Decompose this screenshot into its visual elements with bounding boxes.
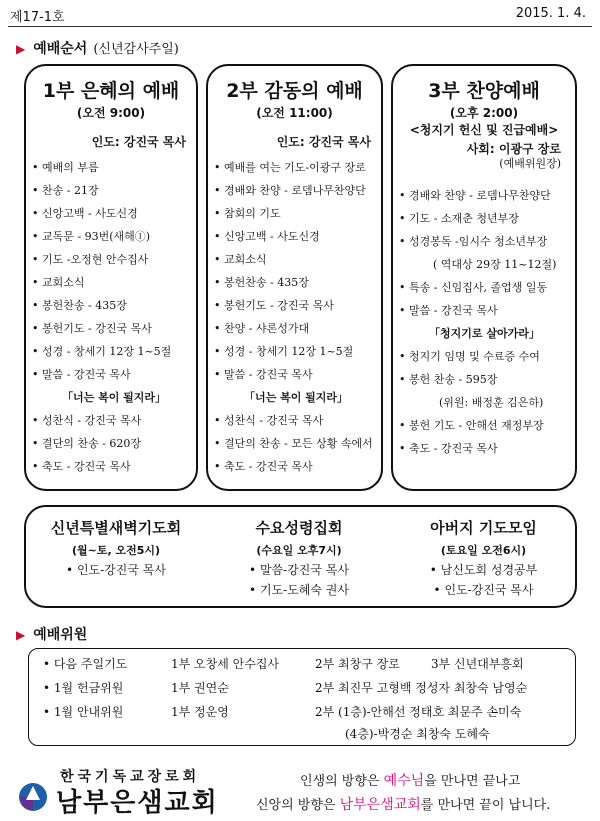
order-item: • 성경 - 창세기 12장 1~5절: [32, 340, 171, 363]
committee-box: [28, 648, 576, 746]
slogan-highlight: 예수님: [383, 773, 425, 789]
order-item: • 말씀 - 강진국 목사: [399, 299, 556, 322]
committee-service1: 1부 정운영: [171, 705, 229, 719]
meeting-detail-text: 남신도회 성경공부: [440, 563, 538, 577]
order-item: • 찬양 - 샤론성가대: [214, 317, 373, 340]
committee-service2: 2부 최진무 고형백 정성자 최창숙 남영순: [315, 681, 528, 695]
service-box-1: [24, 64, 198, 491]
sermon-title: 「너는 복이 될지라」: [244, 391, 349, 404]
service-title: 3부 찬양예배: [428, 80, 540, 102]
offering-committee-note: (위원: 배정훈 김은하): [439, 396, 544, 409]
order-item: • 성경 - 창세기 12장 1~5절: [214, 340, 373, 363]
bulletin-date: 2015. 1. 4.: [515, 6, 586, 21]
order-item: • 봉헌기도 - 강진국 목사: [32, 317, 171, 340]
committee-label: • 1월 헌금위원: [43, 681, 124, 695]
service-box-2: [206, 64, 383, 491]
order-item: • 결단의 찬송 - 모든 상황 속에서: [214, 432, 373, 455]
order-item: • 성찬식 - 강진국 목사: [214, 409, 373, 432]
issue-number: 제17-1호: [10, 10, 65, 25]
service-leader: 인도: 강진국 목사: [91, 135, 186, 149]
committee-label-text: 1월 안내위원: [53, 705, 124, 719]
meeting-detail: • 인도-강진국 목사: [433, 583, 534, 597]
meetings-box: [24, 505, 577, 608]
order-item: • 기도 - 소재춘 청년부장: [399, 207, 556, 230]
service-leader: 인도: 강진국 목사: [276, 135, 371, 149]
slogan-text: 을 만나면 끝나고: [424, 774, 521, 789]
order-item: • 축도 - 강진국 목사: [214, 455, 373, 478]
header-rule: [8, 26, 592, 27]
meeting-time: (토요일 오전6시): [440, 544, 527, 557]
church-logo-icon: [18, 782, 48, 812]
committee-service1: 1부 권연순: [171, 681, 229, 695]
order-item: • 참회의 기도: [214, 202, 373, 225]
service-title: 1부 은혜의 예배: [42, 80, 180, 102]
committee-label-text: 1월 헌금위원: [53, 681, 124, 695]
committee-service3: 3부 신년대부흥회: [431, 657, 524, 671]
meeting-detail: • 기도-도혜숙 권사: [249, 583, 349, 597]
order-item: • 말씀 - 강진국 목사: [32, 363, 171, 386]
sermon-title: 「너는 복이 될지라」: [62, 391, 167, 404]
order-item: • 신앙고백 - 사도신경: [214, 225, 373, 248]
order-item: • 기도 -오정현 안수집사: [32, 248, 171, 271]
meeting-detail: • 남신도회 성경공부: [429, 563, 538, 577]
order-item: • 찬송 - 21장: [32, 179, 171, 202]
meeting-detail: • 말씀-강진국 목사: [249, 563, 349, 577]
order-list: [32, 156, 171, 478]
committee-service1: 1부 오창세 안수집사: [171, 657, 280, 671]
meeting-time: (월~토, 오전5시): [71, 544, 161, 557]
committee-label: • 다음 주일기도: [43, 657, 128, 671]
sermon-title: 「청지기로 살아가라」: [429, 327, 540, 340]
meeting-detail-text: 기도-도혜숙 권사: [259, 583, 349, 597]
service-box-3: [391, 64, 577, 491]
order-item: • 청지기 임명 및 수료증 수여: [399, 345, 556, 368]
service-time: (오전 11:00): [256, 106, 333, 120]
meeting-time: (수요일 오후7시): [256, 544, 342, 557]
order-item: • 예배의 부름: [32, 156, 171, 179]
committee-service2: 2부 (1층)-안해선 정태호 최문주 손미숙: [315, 705, 522, 719]
slogan-highlight: 남부은샘교회: [339, 797, 421, 813]
meeting-detail: • 인도-강진국 목사: [66, 563, 166, 577]
leader-role-note: (예배위원장): [499, 157, 561, 170]
order-item: • 축도 - 강진국 목사: [32, 455, 171, 478]
order-item: • 경배와 찬양 - 로뎀나무찬양단: [214, 179, 373, 202]
meeting-detail-text: 인도-강진국 목사: [76, 563, 166, 577]
order-item: • 봉헌 기도 - 안해선 재정부장: [399, 414, 556, 437]
order-item: • 경배와 찬양 - 로뎀나무찬양단: [399, 184, 556, 207]
meeting-detail-text: 인도-강진국 목사: [444, 583, 534, 597]
denomination-name: 한국기독교장로회: [60, 769, 201, 785]
section-title-worship-order: [16, 38, 179, 58]
order-list: [214, 156, 373, 478]
section-title-text: 예배순서: [33, 41, 88, 57]
order-item: • 성찬식 - 강진국 목사: [32, 409, 171, 432]
meeting-dawn-prayer: [26, 517, 206, 578]
order-item: • 신앙고백 - 사도신경: [32, 202, 171, 225]
order-item: • 교회소식: [32, 271, 171, 294]
scripture-reference: ( 역대상 29장 11~12절): [433, 258, 557, 271]
slogan-text: 신앙의 방향은: [256, 798, 340, 813]
meeting-fathers-prayer: [392, 517, 575, 598]
triangle-bullet-icon: ▶: [16, 628, 26, 642]
triangle-bullet-icon: ▶: [16, 42, 26, 56]
order-item: • 교회소식: [214, 248, 373, 271]
slogan-text: 인생의 방향은: [300, 774, 384, 789]
slogan-text: 를 만나면 끝이 납니다.: [420, 798, 551, 813]
order-item: • 봉헌찬송 - 435장: [32, 294, 171, 317]
meeting-wednesday: [209, 517, 389, 598]
committee-label: • 1월 안내위원: [43, 705, 124, 719]
order-item: • 봉헌찬송 - 435장: [214, 271, 373, 294]
order-item: • 봉헌 찬송 - 595장: [399, 368, 556, 391]
church-name: 남부은샘교회: [56, 788, 219, 818]
slogan-line-2: [256, 794, 550, 814]
order-item: • 결단의 찬송 - 620장: [32, 432, 171, 455]
section-title-committee: [16, 624, 87, 644]
order-list: [399, 184, 556, 460]
slogan-line-1: [300, 770, 520, 790]
service-title: 2부 감동의 예배: [226, 80, 363, 102]
committee-service2: 2부 최창구 장로: [315, 657, 400, 671]
service-leader: 사회: 이광구 장로: [466, 142, 561, 156]
committee-label-text: 다음 주일기도: [53, 657, 128, 671]
order-item: • 예배를 여는 기도-이광구 장로: [214, 156, 373, 179]
order-item: • 축도 - 강진국 목사: [399, 437, 556, 460]
order-item: • 특송 - 신임집사, 졸업생 일동: [399, 276, 556, 299]
meeting-detail-text: 말씀-강진국 목사: [259, 563, 349, 577]
meeting-title: 신년특별새벽기도회: [50, 519, 182, 537]
section-subtitle: (신년감사주일): [93, 42, 179, 57]
order-item: • 교독문 - 93번(새해①): [32, 225, 171, 248]
order-item: • 봉헌기도 - 강진국 목사: [214, 294, 373, 317]
meeting-title: 수요성령집회: [255, 519, 343, 537]
meeting-title: 아버지 기도모임: [430, 519, 537, 537]
order-item: • 성경봉독 -임시수 청소년부장: [399, 230, 556, 253]
committee-service2-cont: (4층)-박경순 최창숙 도혜숙: [345, 727, 490, 741]
service-special: <청지기 헌신 및 진급예배>: [409, 123, 559, 137]
order-item: • 말씀 - 강진국 목사: [214, 363, 373, 386]
service-time: (오후 2:00): [449, 106, 519, 120]
section-title-text: 예배위원: [33, 627, 88, 643]
service-time: (오전 9:00): [76, 106, 146, 120]
